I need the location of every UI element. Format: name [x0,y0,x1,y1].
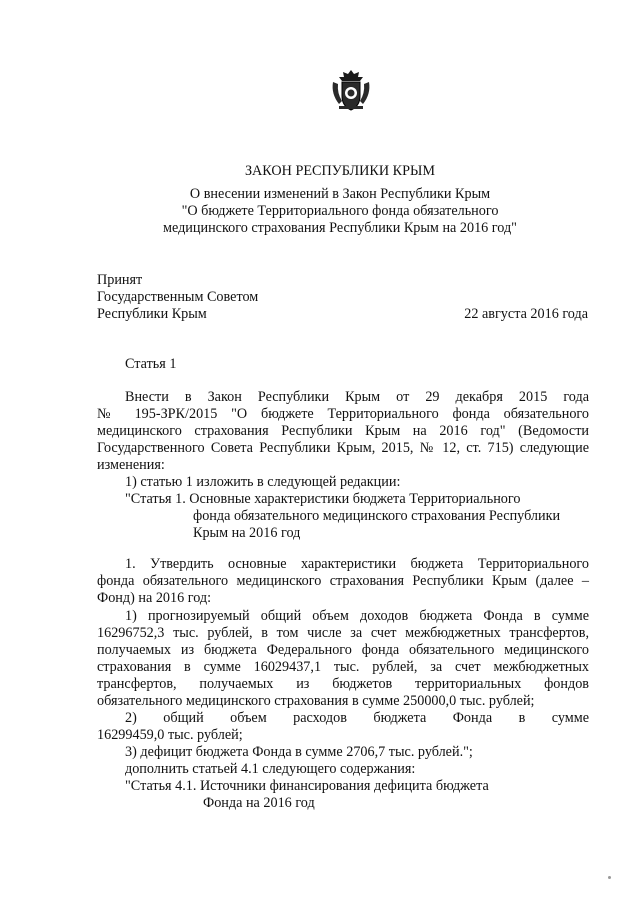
body-line: 16299459,0 тыс. рублей; [97,727,243,743]
body-line: медицинского страхования Республики Крым на 2016 год" (Ведомости [97,423,589,439]
law-title: ЗАКОН РЕСПУБЛИКИ КРЫМ [244,163,436,179]
body-line: Крым на 2016 год [193,525,301,541]
law-subtitle-line-1: О внесении изменений в Закон Республики Крым [189,186,491,202]
body-line: 1. Утвердить основные характеристики бюджета Территориального [125,556,589,572]
body-line: 3) дефицит бюджета Фонда в сумме 2706,7 тыс. рублей."; [125,744,473,760]
law-subtitle-line-2: "О бюджете Территориального фонда обязательного [181,203,499,219]
body-line: изменения: [97,457,165,473]
crimea-coat-of-arms-icon [330,68,372,112]
body-line: дополнить статьей 4.1 следующего содержания: [125,761,416,777]
body-line: "Статья 4.1. Источники финансирования дефицита бюджета [125,778,489,794]
body-line: фонда обязательного медицинского страхования Республики Крым (далее – [97,573,589,589]
law-subtitle-line-3: медицинского страхования Республики Крым на 2016 год" [163,220,517,236]
body-line: "Статья 1. Основные характеристики бюджета Территориального [125,491,521,507]
body-line: страхования в сумме 16029437,1 тыс. рублей, за счет межбюджетных [97,659,589,675]
body-line: фонда обязательного медицинского страхования Республики [193,508,561,524]
body-line: Фонда на 2016 год [203,795,315,811]
adoption-line-2: Государственным Советом [97,289,259,305]
body-line: трансфертов, получаемых из бюджетов территориальных фондов [97,676,589,692]
body-line: Государственного Совета Республики Крым, 2015, № 12, ст. 715) следующие [97,440,589,456]
body-line: Внести в Закон Республики Крым от 29 декабря 2015 года [125,389,589,405]
body-line: № 195-ЗРК/2015 "О бюджете Территориального фонда обязательного [97,406,589,422]
body-line: 16296752,3 тыс. рублей, в том числе за счет межбюджетных трансфертов, [97,625,589,641]
body-line: получаемых из бюджета Федерального фонда обязательного медицинского [97,642,589,658]
body-line: обязательного медицинского страхования в сумме 250000,0 тыс. рублей; [97,693,535,709]
adoption-line-3: Республики Крым [97,306,207,322]
article-heading: Статья 1 [125,356,177,372]
body-line: 1) прогнозируемый общий объем доходов бюджета Фонда в сумме [125,608,589,624]
adoption-line-1: Принят [97,272,143,288]
body-line: Фонд) на 2016 год: [97,590,212,606]
scan-speck [608,876,611,879]
body-line: 1) статью 1 изложить в следующей редакции: [125,474,401,490]
adoption-date: 22 августа 2016 года [464,306,588,322]
body-line: 2) общий объем расходов бюджета Фонда в сумме [125,710,589,726]
